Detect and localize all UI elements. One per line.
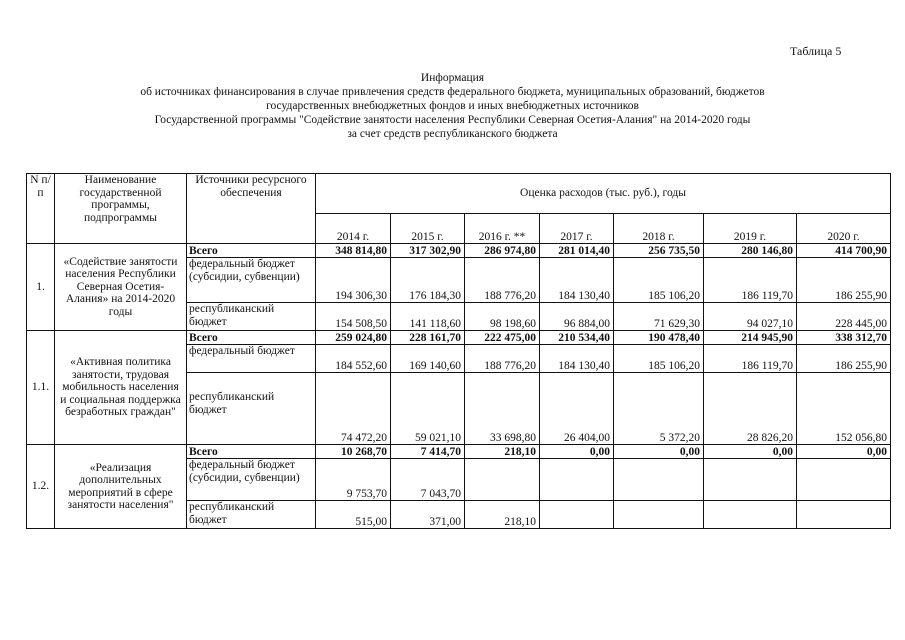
value-cell: 286 974,80 (465, 244, 540, 258)
year-2018: 2018 г. (614, 214, 704, 244)
value-cell: 222 475,00 (465, 331, 540, 345)
value-cell: 152 056,80 (797, 373, 891, 445)
value-cell: 190 478,40 (614, 331, 704, 345)
source-federal: федеральный бюджет (субсидии, субвенции) (187, 459, 316, 501)
value-cell: 214 945,90 (704, 331, 797, 345)
header-name: Наименование государственной программы, подпрограммы (55, 174, 187, 244)
year-2016: 2016 г. ** (465, 214, 540, 244)
value-cell: 176 184,30 (391, 258, 465, 303)
value-cell: 96 884,00 (540, 303, 614, 331)
year-2015: 2015 г. (391, 214, 465, 244)
value-cell: 33 698,80 (465, 373, 540, 445)
source-republic: республиканский бюджет (187, 501, 316, 529)
year-2019: 2019 г. (704, 214, 797, 244)
program-name: «Реализация дополнительных мероприятий в сфере занятости населения" (55, 445, 187, 529)
value-cell: 371,00 (391, 501, 465, 529)
value-cell: 7 043,70 (391, 459, 465, 501)
value-cell: 186 255,90 (797, 258, 891, 303)
source-republic: республиканский бюджет (187, 303, 316, 331)
table-row (27, 445, 891, 459)
value-cell: 94 027,10 (704, 303, 797, 331)
value-cell: 228 445,00 (797, 303, 891, 331)
source-federal: федеральный бюджет (187, 345, 316, 373)
value-cell: 218,10 (465, 501, 540, 529)
value-cell: 280 146,80 (704, 244, 797, 258)
value-cell: 0,00 (540, 445, 614, 459)
value-cell: 154 508,50 (316, 303, 391, 331)
value-cell: 185 106,20 (614, 345, 704, 373)
value-cell (540, 459, 614, 501)
title-line-2: об источниках финансирования в случае привлечения средств федерального бюджета, муниципальных образований, бюджетов (140, 86, 765, 98)
value-cell: 338 312,70 (797, 331, 891, 345)
value-cell: 317 302,90 (391, 244, 465, 258)
value-cell: 218,10 (465, 445, 540, 459)
header-num: N п/п (27, 174, 55, 244)
program-name: «Содействие занятости населения Республики Северная Осетия-Алания» на 2014-2020 годы (55, 244, 187, 331)
value-cell: 188 776,20 (465, 345, 540, 373)
value-cell: 0,00 (614, 445, 704, 459)
header-row (27, 174, 891, 214)
value-cell: 186 255,90 (797, 345, 891, 373)
year-2014: 2014 г. (316, 214, 391, 244)
value-cell: 186 119,70 (704, 345, 797, 373)
source-total: Всего (187, 445, 316, 459)
value-cell: 184 130,40 (540, 258, 614, 303)
header-source: Источники ресурсного обеспечения (187, 174, 316, 244)
value-cell (704, 459, 797, 501)
row-num: 1.2. (27, 445, 55, 529)
value-cell (614, 501, 704, 529)
value-cell: 184 130,40 (540, 345, 614, 373)
value-cell: 259 024,80 (316, 331, 391, 345)
title-line-3: государственных внебюджетных фондов и иных внебюджетных источников (266, 100, 639, 112)
value-cell: 5 372,20 (614, 373, 704, 445)
value-cell: 0,00 (704, 445, 797, 459)
value-cell (704, 501, 797, 529)
value-cell: 256 735,50 (614, 244, 704, 258)
value-cell: 515,00 (316, 501, 391, 529)
title-line-4: Государственной программы "Содействие занятости населения Республики Северная Осетия-Алания" на 2014-2020 годы (154, 114, 751, 126)
value-cell: 348 814,80 (316, 244, 391, 258)
value-cell (540, 501, 614, 529)
row-num: 1. (27, 244, 55, 331)
financing-table (26, 173, 891, 529)
value-cell: 26 404,00 (540, 373, 614, 445)
program-name: «Активная политика занятости, трудовая мобильность населения и социальная поддержка безработных граждан" (55, 331, 187, 445)
year-2020: 2020 г. (797, 214, 891, 244)
value-cell: 71 629,30 (614, 303, 704, 331)
value-cell: 7 414,70 (391, 445, 465, 459)
value-cell (614, 459, 704, 501)
value-cell: 414 700,90 (797, 244, 891, 258)
value-cell: 28 826,20 (704, 373, 797, 445)
title-line-1: Информация (420, 72, 485, 84)
source-republic: республиканский бюджет (187, 373, 316, 445)
value-cell: 74 472,20 (316, 373, 391, 445)
value-cell (797, 501, 891, 529)
value-cell: 10 268,70 (316, 445, 391, 459)
source-federal: федеральный бюджет (субсидии, субвенции) (187, 258, 316, 303)
table-label: Таблица 5 (790, 44, 842, 58)
value-cell: 228 161,70 (391, 331, 465, 345)
value-cell: 188 776,20 (465, 258, 540, 303)
value-cell: 9 753,70 (316, 459, 391, 501)
value-cell: 98 198,60 (465, 303, 540, 331)
header-estimate: Оценка расходов (тыс. руб.), годы (316, 174, 891, 214)
source-total: Всего (187, 244, 316, 258)
value-cell (465, 459, 540, 501)
value-cell: 169 140,60 (391, 345, 465, 373)
value-cell: 141 118,60 (391, 303, 465, 331)
value-cell: 186 119,70 (704, 258, 797, 303)
source-total: Всего (187, 331, 316, 345)
value-cell (797, 459, 891, 501)
value-cell: 281 014,40 (540, 244, 614, 258)
value-cell: 0,00 (797, 445, 891, 459)
value-cell: 194 306,30 (316, 258, 391, 303)
row-num: 1.1. (27, 331, 55, 445)
value-cell: 210 534,40 (540, 331, 614, 345)
title-line-5: за счет средств республиканского бюджета (347, 128, 558, 140)
year-2017: 2017 г. (540, 214, 614, 244)
value-cell: 59 021,10 (391, 373, 465, 445)
table-row (27, 244, 891, 258)
table-row (27, 331, 891, 345)
value-cell: 185 106,20 (614, 258, 704, 303)
value-cell: 184 552,60 (316, 345, 391, 373)
